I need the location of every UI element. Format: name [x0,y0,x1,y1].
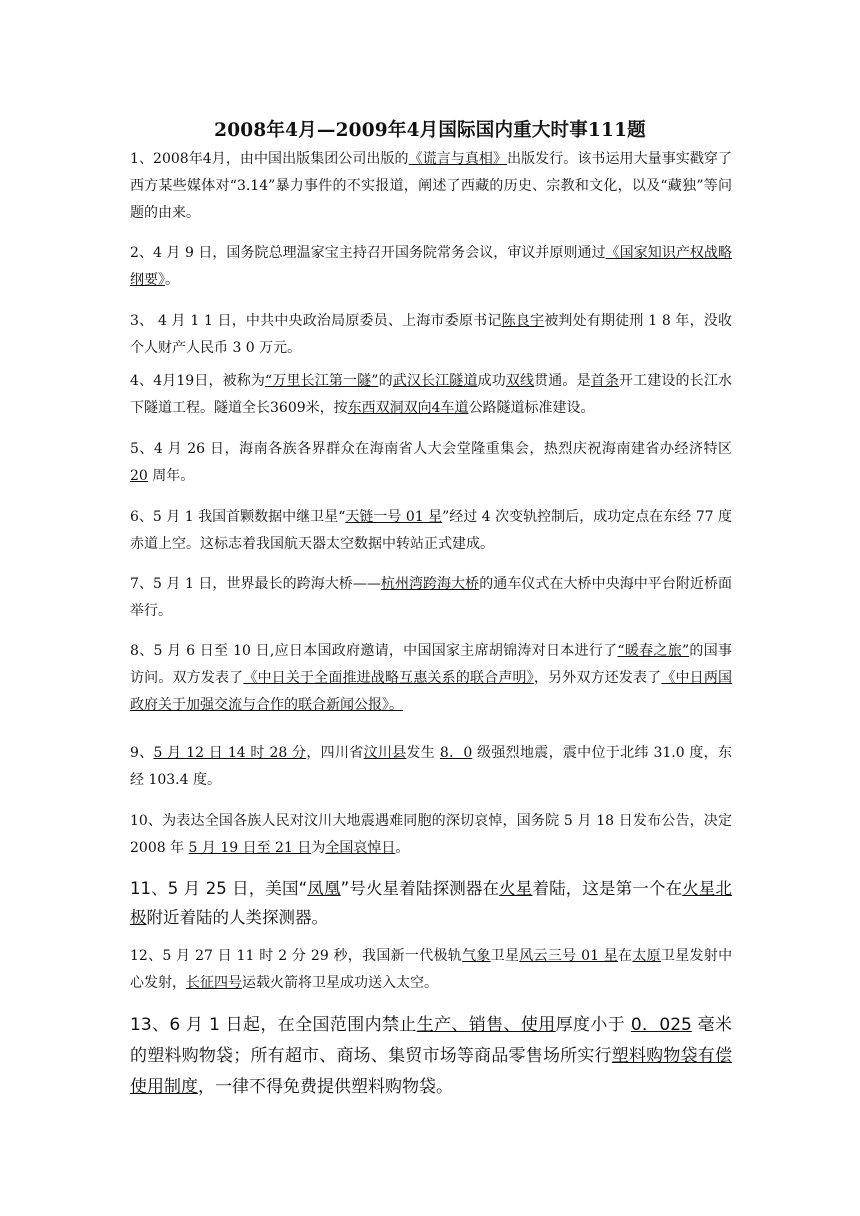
item-2 [130,240,732,294]
underlined-term: “暖春之旅” [617,643,690,659]
text-run: 为 [311,840,326,856]
text-run: 在 [618,948,633,964]
underlined-term: 0．025 [630,1015,692,1035]
underlined-term: 火星 [499,879,533,898]
text-run: 卫星 [490,948,520,964]
underlined-term: 东西双洞双向4车道 [347,400,469,416]
text-run: ”经过 4 次变轨控制后，成功定点在东经 77 度赤道上空。这标志着我国航天器太空数据中转站正式建成。 [130,509,732,552]
underlined-term: 风云三号 01 星 [519,948,619,964]
text-run: 开工建设的长江水下隧道工程。隧道全长3609米，按 [130,373,732,416]
underlined-term: 《国家知识产权战略纲要》 [130,245,732,288]
underlined-term: 陈良宇 [501,313,545,329]
underlined-term: 生产、销售、使用 [416,1015,556,1035]
text-run: 被判处有期徒刑 1 8 年，没收个人财产人民币 3 0 万元。 [130,313,732,356]
underlined-term: 《中日两国政府关于加强交流与合作的联合新闻公报》。 [130,670,733,713]
text-run: 贯通。是 [534,373,591,389]
text-run: 2、4 月 9 日，国务院总理温家宝主持召开国务院常务会议，审议并原则通过 [130,245,606,261]
text-run: 10、为表达全国各族人民对汶川大地震遇难同胞的深切哀悼，国务院 5 月 18 日发布公告，决定 2008 年 [130,813,732,856]
document-title: 2008年4月—2009年4月国际国内重大时事111题 [214,120,646,141]
item-4 [130,368,732,422]
text-run: 厚度小于 [555,1015,631,1035]
text-run: 8、5 月 6 日至 10 日,应日本国政府邀请，中国国家主席胡锦涛对日本进行了 [130,643,618,659]
text-run: 发生 [406,745,440,761]
text-run: 周年。 [147,468,195,484]
underlined-term: 首条 [590,373,619,389]
text-run: 的国事访问。双方发表了 [130,643,732,686]
text-run: 13、6 月 1 日起，在全国范围内禁止 [130,1015,417,1035]
item-3 [130,308,732,362]
item-13 [130,1010,732,1103]
underlined-term: 天链一号 01 星 [345,509,443,525]
underlined-term: 长征四号 [186,975,242,991]
underlined-term: 武汉长江隧道 [392,373,478,389]
text-run: 级强烈地震，震中位于北纬 31.0 度，东经 103.4 度。 [130,745,732,788]
item-5 [130,436,732,490]
underlined-term: 20 [130,468,148,484]
item-12 [130,943,732,997]
underlined-term: 凤凰 [307,879,341,898]
text-run: 11、5 月 25 日，美国“ [130,879,308,898]
item-9 [130,740,732,794]
text-run: ，另外双方还发表了 [533,670,662,686]
text-run: 的通车仪式在大桥中央海中平台附近桥面举行。 [130,576,733,619]
underlined-term: 5 月 12 日 14 时 28 分 [153,745,307,761]
text-run: 5、4 月 26 日，海南各族各界群众在海南省人大会堂隆重集会，热烈庆祝海南建省办经济特区 [130,441,732,457]
underlined-term: 双线 [505,373,535,389]
text-run: 卫星发射中心发射， [130,948,733,991]
text-run: 3、 4 月 1 1 日，中共中央政治局原委员、上海市委原书记 [130,313,502,329]
item-1 [130,146,732,227]
underlined-term: “万里长江第一隧” [265,373,379,389]
text-run: ，一律不得免费提供塑料购物袋。 [198,1077,453,1097]
text-run: ”号火星着陆探测器在 [340,879,500,898]
underlined-term: 8．0 [439,745,473,761]
text-run: 。 [395,840,410,856]
underlined-term: 全国哀悼日 [325,840,396,856]
underlined-term: 气象 [462,948,491,964]
text-run: 毫米的塑料购物袋；所有超市、商场、集贸市场等商品零售场所实行 [130,1015,733,1066]
text-run: 7、5 月 1 日，世界最长的跨海大桥—— [130,576,381,592]
underlined-term: 《中日关于全面推进战略互惠关系的联合声明》 [243,670,534,686]
underlined-term: 太原 [632,948,661,964]
text-run: 的 [378,373,393,389]
text-run: ，四川省 [306,745,364,761]
text-run: 9、 [130,745,154,761]
text-run: 成功 [477,373,506,389]
underlined-term: 杭州湾跨海大桥 [380,576,480,592]
underlined-term: 塑料购物袋有偿使用制度 [130,1046,733,1097]
item-11 [130,874,732,932]
underlined-term: 火星北极 [130,879,733,927]
item-8 [130,638,732,719]
text-run: 着陆，这是第一个在 [532,879,683,898]
item-6 [130,504,732,558]
text-run: 4、4月19日，被称为 [130,373,266,389]
item-10 [130,808,732,862]
text-run: 运载火箭将卫星成功送入太空。 [242,975,438,991]
text-run: 附近着陆的人类探测器。 [146,908,328,927]
underlined-term: 《谎言与真相》 [408,151,508,167]
text-run: 公路隧道标准建设。 [468,400,595,416]
text-run: 6、5 月 1 我国首颗数据中继卫星“ [130,509,346,525]
text-run: 1、2008年4月，由中国出版集团公司出版的 [130,151,409,167]
text-run: 12、5 月 27 日 11 时 2 分 29 秒，我国新一代极轨 [130,948,463,964]
underlined-term: 5 月 19 日至 21 日 [188,840,312,856]
text-run: 。 [165,272,179,288]
item-7 [130,571,732,625]
text-run: 出版发行。该书运用大量事实戳穿了西方某些媒体对“3.14”暴力事件的不实报道，阐述了西藏的历史、宗教和文化，以及“藏独”等问题的由来。 [130,151,732,221]
underlined-term: 汶川县 [363,745,407,761]
